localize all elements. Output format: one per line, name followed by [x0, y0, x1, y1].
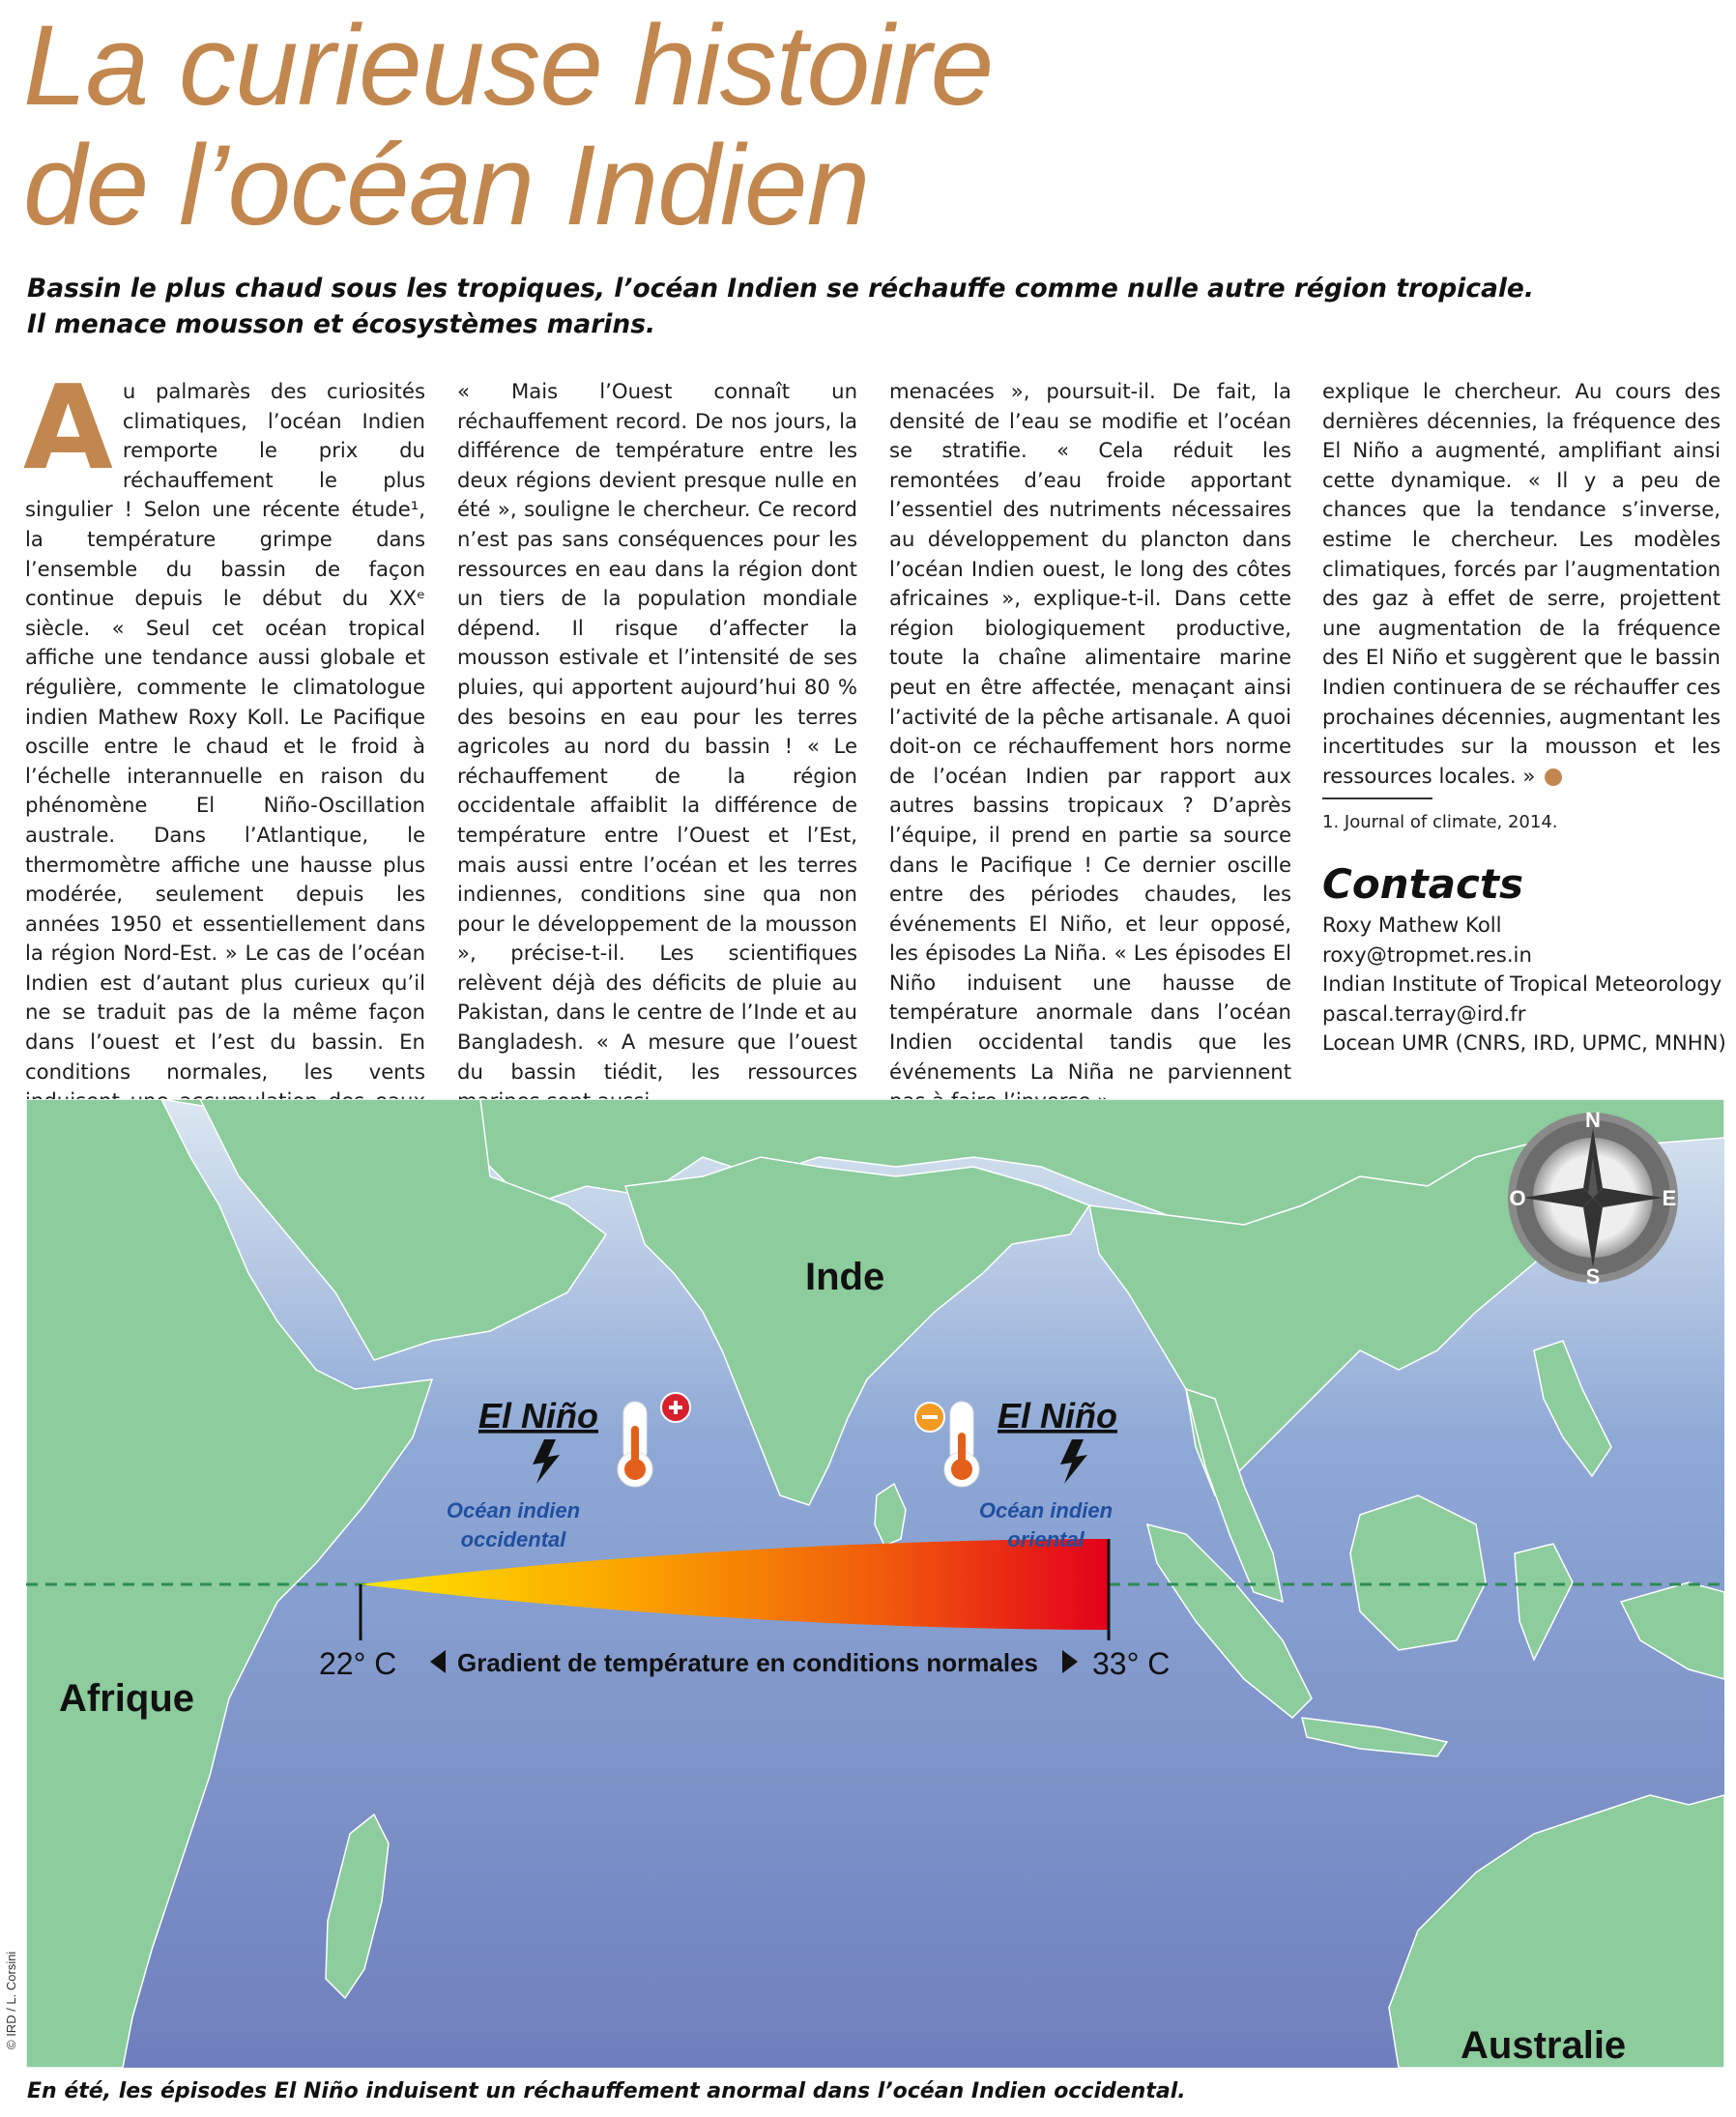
- compass-e: E: [1662, 1186, 1677, 1210]
- contact-name: Roxy Mathew Koll: [1322, 913, 1502, 937]
- contacts-heading: Contacts: [1322, 860, 1523, 908]
- figure-caption: En été, les épisodes El Niño induisent un réchauffement anormal dans l’océan Indien occidental.: [27, 2079, 1186, 2103]
- temp-left-label: 22° C: [319, 1646, 397, 1681]
- contact-lab: Locean UMR (CNRS, IRD, UPMC, MNHN): [1322, 1030, 1726, 1056]
- end-mark-icon: [1545, 768, 1562, 786]
- contact-institute: Indian Institute of Tropical Meteorology: [1322, 972, 1722, 997]
- indian-ocean-map: [26, 1099, 1724, 2068]
- column-4-text: [1322, 377, 1721, 791]
- compass-n: N: [1585, 1108, 1601, 1132]
- article-column-1: [23, 362, 425, 1146]
- column-1-text: u palmarès des curiosités climatiques, l’océan Indien remporte le prix du réchauffement le plus singulier ! Selon une récente étude¹, la température grimpe dans l’ensemble du bassin de façon continue depuis le début du XXᵉ siècle. « Seul cet océan tropical affiche une tendance aussi globale et régulière, commente le climatologue indien Mathew Roxy Koll. Le Pacifique oscille entre le chaud et le froid à l’échelle interannuelle en raison du phénomène El Niño-Oscillation australe. Dans l’Atlantique, le thermomètre affiche une hausse plus modérée, seulement depuis les années 1950 et essentiellement dans la région Nord-Est. » Le cas de l’océan Indien est d’autant plus curieux qu’il ne se traduit pas de la même façon dans l’ouest et l’est du bassin. En conditions normales, les vents: [25, 379, 425, 1084]
- lede-line-1: Bassin le plus chaud sous les tropiques, l’océan Indien se réchauffe comme nulle autre région tropicale.: [27, 274, 1534, 304]
- title-line-1: La curieuse histoire: [23, 2, 994, 130]
- contact-email-1[interactable]: roxy@tropmet.res.in: [1322, 942, 1532, 967]
- temp-right-label: 33° C: [1092, 1646, 1171, 1681]
- ocean-east-line-1: Océan indien: [978, 1498, 1114, 1522]
- map-svg: [26, 1099, 1724, 2068]
- photo-credit: © IRD / L. Corsini: [4, 1951, 18, 2049]
- article-column-3: [889, 377, 1291, 1116]
- ocean-west-line-2: occidental: [460, 1527, 566, 1552]
- ocean-east-line-2: oriental: [1007, 1527, 1085, 1552]
- column-4-body: explique le chercheur. Au cours des dernières décennies, la fréquence des El Niño a augmenté, amplifiant ainsi cette dynamique. « Il y a peu de chances que la tendance s’inverse, estime le chercheur. Les modèles climatiques, forcés par l’augmentation des gaz à effet de serre, projettent une augmentation de la fréquence des El Niño et suggèrent que le bassin Indien continuera de se réchauffer ces prochaines décennies, augmentant les incertitudes sur la mousson et les ressources locales. »: [1322, 379, 1721, 788]
- ocean-west-line-1: Océan indien: [446, 1498, 581, 1522]
- el-nino-west-label: El Niño: [478, 1396, 598, 1436]
- label-inde: Inde: [805, 1256, 885, 1298]
- footnote-rule: [1322, 798, 1432, 799]
- compass-s: S: [1585, 1264, 1601, 1289]
- article-column-4: [1322, 377, 1721, 791]
- compass-o: O: [1509, 1186, 1526, 1210]
- page-title: [23, 2, 994, 249]
- gradient-label: Gradient de température en conditions normales: [457, 1648, 1039, 1677]
- drop-cap: A: [23, 362, 113, 496]
- lede: [27, 271, 1690, 342]
- label-afrique: Afrique: [59, 1677, 194, 1720]
- column-3-text: menacées », poursuit-il. De fait, la densité de l’eau se modifie et l’océan se stratifie. « Cela réduit les remontées d’eau froide apportant l’essentiel des nutriments nécessaires au développement du plancton dans l’océan Indien ouest, le long des côtes africaines », explique-t-il. Dans cette région biologiquement productive, toute la chaîne alimentaire marine peut en être affectée, menaçant ainsi l’activité de la pêche artisanale. A quoi doit-on ce réchauffement hors norme de l’océan Indien par rapport aux autres bassins tropicaux ? D’après l’équipe, il prend en partie sa source dans le Pacifique ! Ce dernier oscille entre des périodes chaudes, les événements El Niño, et leur opposé, les épisodes La Niña. « Les épisodes El Niño induisent une hausse de température anormale dans l’océan Indien occidental tandis que les événements La Niña ne parviennent: [889, 379, 1291, 1084]
- title-line-2: de l’océan Indien: [23, 122, 870, 249]
- footnote: 1. Journal of climate, 2014.: [1322, 812, 1558, 832]
- contacts-list: [1322, 911, 1726, 1058]
- contact-email-2[interactable]: pascal.terray@ird.fr: [1322, 1000, 1526, 1026]
- lede-line-2: Il menace mousson et écosystèmes marins.: [27, 309, 656, 339]
- column-2-text: « Mais l’Ouest connaît un réchauffement record. De nos jours, la différence de température entre les deux régions devient presque nulle en été », souligne le chercheur. Ce record n’est pas sans conséquences pour les ressources en eau dans la région dont un tiers de la population mondiale dépend. Il risque d’affecter la mousson estivale et l’intensité de ses pluies, qui apportent aujourd’hui 80 % des besoins en eau pour les terres agricoles au nord du bassin ! « Le réchauffement de la région occidentale affaiblit la différence de température entre l’Ouest et l’Est, mais aussi entre l’océan et les terres indiennes, conditions sine qua non pour le développement de la mousson », précise-t-il. Les scientifiques relèvent déjà des déficits de pluie au Pakistan, dans le centre de l’Inde et au Bangladesh. « A mesure que l’ouest du bassin tiédit, les ressources: [457, 379, 857, 1084]
- article-column-2: [457, 377, 857, 1116]
- label-australie: Australie: [1461, 2024, 1627, 2067]
- el-nino-east-label: El Niño: [998, 1396, 1117, 1436]
